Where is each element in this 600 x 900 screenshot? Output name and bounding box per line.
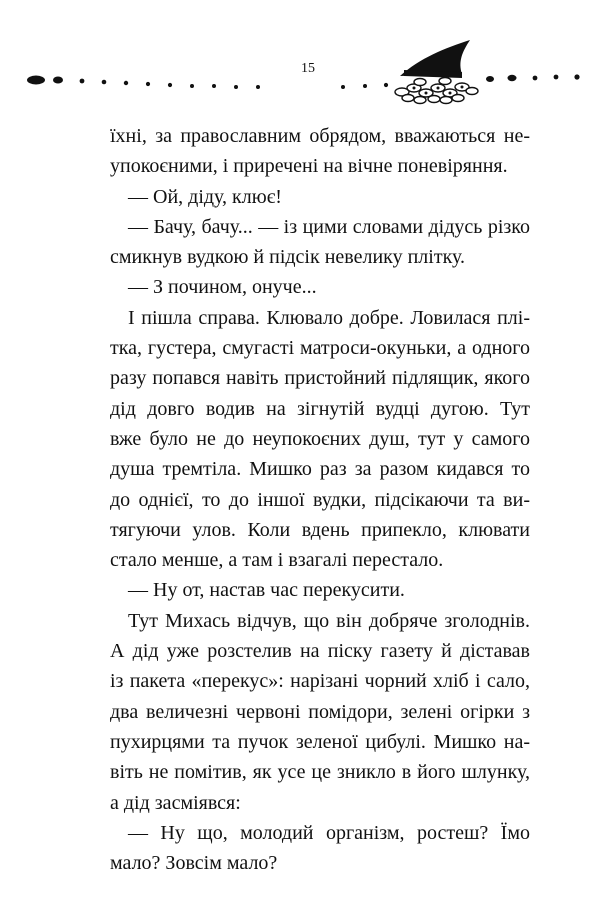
text-line: їхні, за православним обрядом, вважаються не- (110, 125, 530, 147)
text-line: душа тремтіла. Мишко раз за разом кидався то (110, 458, 530, 481)
text-line: до однієї, то до іншої вудки, підсікаючи та ви- (110, 488, 530, 511)
text-line: стало менше, а там і взагалі перестало. (110, 549, 444, 572)
text-line: Тут Михась відчув, що він добряче зголоднів. (128, 609, 530, 632)
text-line: — Ну що, молодий організм, ростеш? Їмо (128, 821, 530, 844)
text-line: — З почином, онуче... (128, 276, 317, 299)
text-line: — Бачу, бачу... — із цими словами дідусь різко (128, 215, 530, 238)
text-line: І пішла справа. Клювало добре. Ловилася плі- (128, 306, 530, 329)
text-line: разу попався навіть пристойний підлящик, якого (110, 367, 530, 390)
dotted-ornament (0, 0, 600, 120)
text-line: мало? Зовсім мало? (110, 852, 278, 875)
dotted-trail-left-icon (27, 76, 260, 90)
text-line: вже було не до неупокоєних душ, тут у самого (110, 427, 530, 450)
text-line: тка, густера, смугасті матроси-окуньки, а одного (110, 337, 530, 360)
text-line: два величезні червоні помідори, зелені огірки з (110, 700, 530, 723)
page-header (0, 0, 600, 120)
text-line: із пакета «перекус»: нарізані чорний хліб і сало, (110, 670, 530, 693)
text-line: — Ой, діду, клює! (128, 185, 282, 208)
text-line: — Ну от, настав час перекусити. (128, 579, 405, 602)
body-text (110, 121, 530, 878)
text-line: віть не помітив, як усе це зникло в його шлунку, (110, 761, 530, 784)
text-line: дід довго водив на зігнутій вудці дугою. Тут (110, 397, 530, 420)
text-line: упокоєними, і приречені на вічне поневіряння. (110, 155, 508, 178)
text-line: смикнув вудкою й підсік невелику плітку. (110, 246, 466, 269)
page-number: 15 (301, 61, 315, 76)
text-line: А дід уже розстелив на піску газету й діставав (110, 640, 530, 663)
text-line: пухирцями та пучок зеленої цибулі. Мишко на- (110, 730, 530, 753)
text-line: а дід засміявся: (110, 791, 241, 814)
text-line: тягуючи улов. Коли вдень припекло, клювати (110, 518, 530, 541)
